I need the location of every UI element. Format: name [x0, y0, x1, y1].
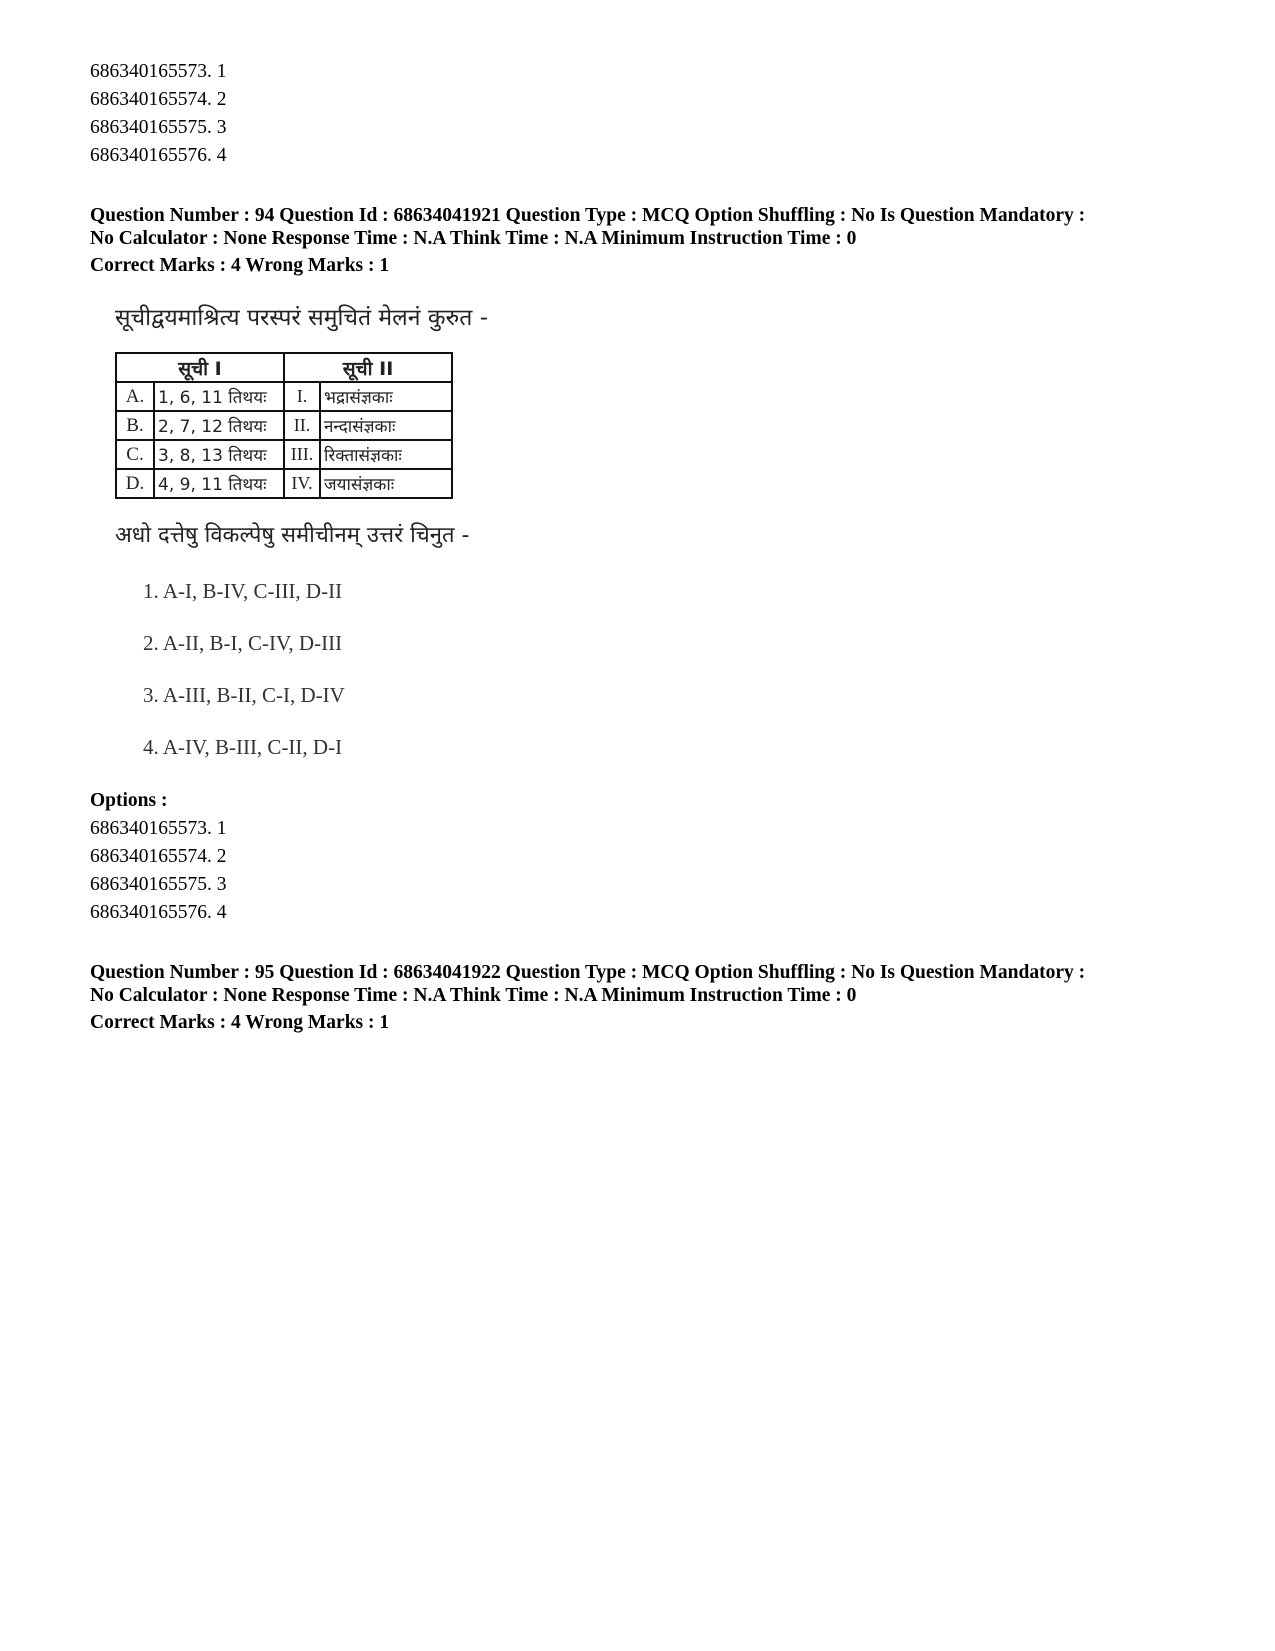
question-95-header — [90, 961, 1210, 1037]
option-line: 686340165576. 4 — [90, 902, 227, 923]
question-meta-line: No Calculator : None Response Time : N.A Think Time : N.A Minimum Instruction Time : 0 — [90, 228, 857, 249]
row-value: भद्रासंज्ञकाः — [320, 382, 452, 411]
row-value: 2, 7, 12 तिथयः — [154, 411, 284, 440]
question-meta-line: No Calculator : None Response Time : N.A Think Time : N.A Minimum Instruction Time : 0 — [90, 985, 857, 1006]
answer-choice: 1. A-I, B-IV, C-III, D-II — [143, 579, 343, 603]
row-value: 3, 8, 13 तिथयः — [154, 440, 284, 469]
question-marks: Correct Marks : 4 Wrong Marks : 1 — [90, 1012, 390, 1033]
option-line: 686340165575. 3 — [90, 117, 227, 138]
row-value: नन्दासंज्ञकाः — [320, 411, 452, 440]
option-line: 686340165576. 4 — [90, 145, 227, 166]
question-instruction-2: अधो दत्तेषु विकल्पेषु समीचीनम् उत्तरं चिनुत - — [115, 523, 470, 548]
row-label: III. — [284, 440, 320, 469]
option-line: 686340165574. 2 — [90, 89, 227, 110]
question-meta-line: Question Number : 94 Question Id : 68634041921 Question Type : MCQ Option Shuffling : No Is Question Mandatory : — [90, 205, 1086, 226]
option-line: 686340165575. 3 — [90, 874, 227, 895]
question-meta-line: Question Number : 95 Question Id : 68634041922 Question Type : MCQ Option Shuffling : No Is Question Mandatory : — [90, 962, 1086, 983]
row-value: 1, 6, 11 तिथयः — [154, 382, 284, 411]
question-instruction: सूचीद्वयमाश्रित्य परस्परं समुचितं मेलनं कुरुत - — [115, 305, 488, 331]
row-label: I. — [284, 382, 320, 411]
question-94-body — [115, 300, 575, 773]
row-value: 4, 9, 11 तिथयः — [154, 469, 284, 498]
list-1-header: सूची I — [116, 353, 284, 382]
question-94-options — [90, 787, 1210, 927]
table-row — [116, 411, 452, 440]
table-row — [116, 382, 452, 411]
previous-options-list — [90, 58, 1210, 170]
document-page — [90, 58, 1210, 1037]
row-label: C. — [116, 440, 154, 469]
row-label: D. — [116, 469, 154, 498]
options-label: Options : — [90, 790, 168, 811]
question-94-header — [90, 204, 1210, 280]
answer-choice: 3. A-III, B-II, C-I, D-IV — [143, 683, 345, 707]
row-value: जयासंज्ञकाः — [320, 469, 452, 498]
answer-choice: 4. A-IV, B-III, C-II, D-I — [143, 735, 343, 759]
row-value: रिक्तासंज्ञकाः — [320, 440, 452, 469]
row-label: II. — [284, 411, 320, 440]
answer-choice: 2. A-II, B-I, C-IV, D-III — [143, 631, 343, 655]
option-line: 686340165573. 1 — [90, 818, 227, 839]
row-label: A. — [116, 382, 154, 411]
table-row — [116, 469, 452, 498]
question-marks: Correct Marks : 4 Wrong Marks : 1 — [90, 255, 390, 276]
row-label: B. — [116, 411, 154, 440]
table-row — [116, 440, 452, 469]
list-2-header: सूची II — [284, 353, 452, 382]
answer-choices — [115, 565, 575, 773]
match-table — [115, 352, 453, 499]
row-label: IV. — [284, 469, 320, 498]
option-line: 686340165574. 2 — [90, 846, 227, 867]
option-line: 686340165573. 1 — [90, 61, 227, 82]
